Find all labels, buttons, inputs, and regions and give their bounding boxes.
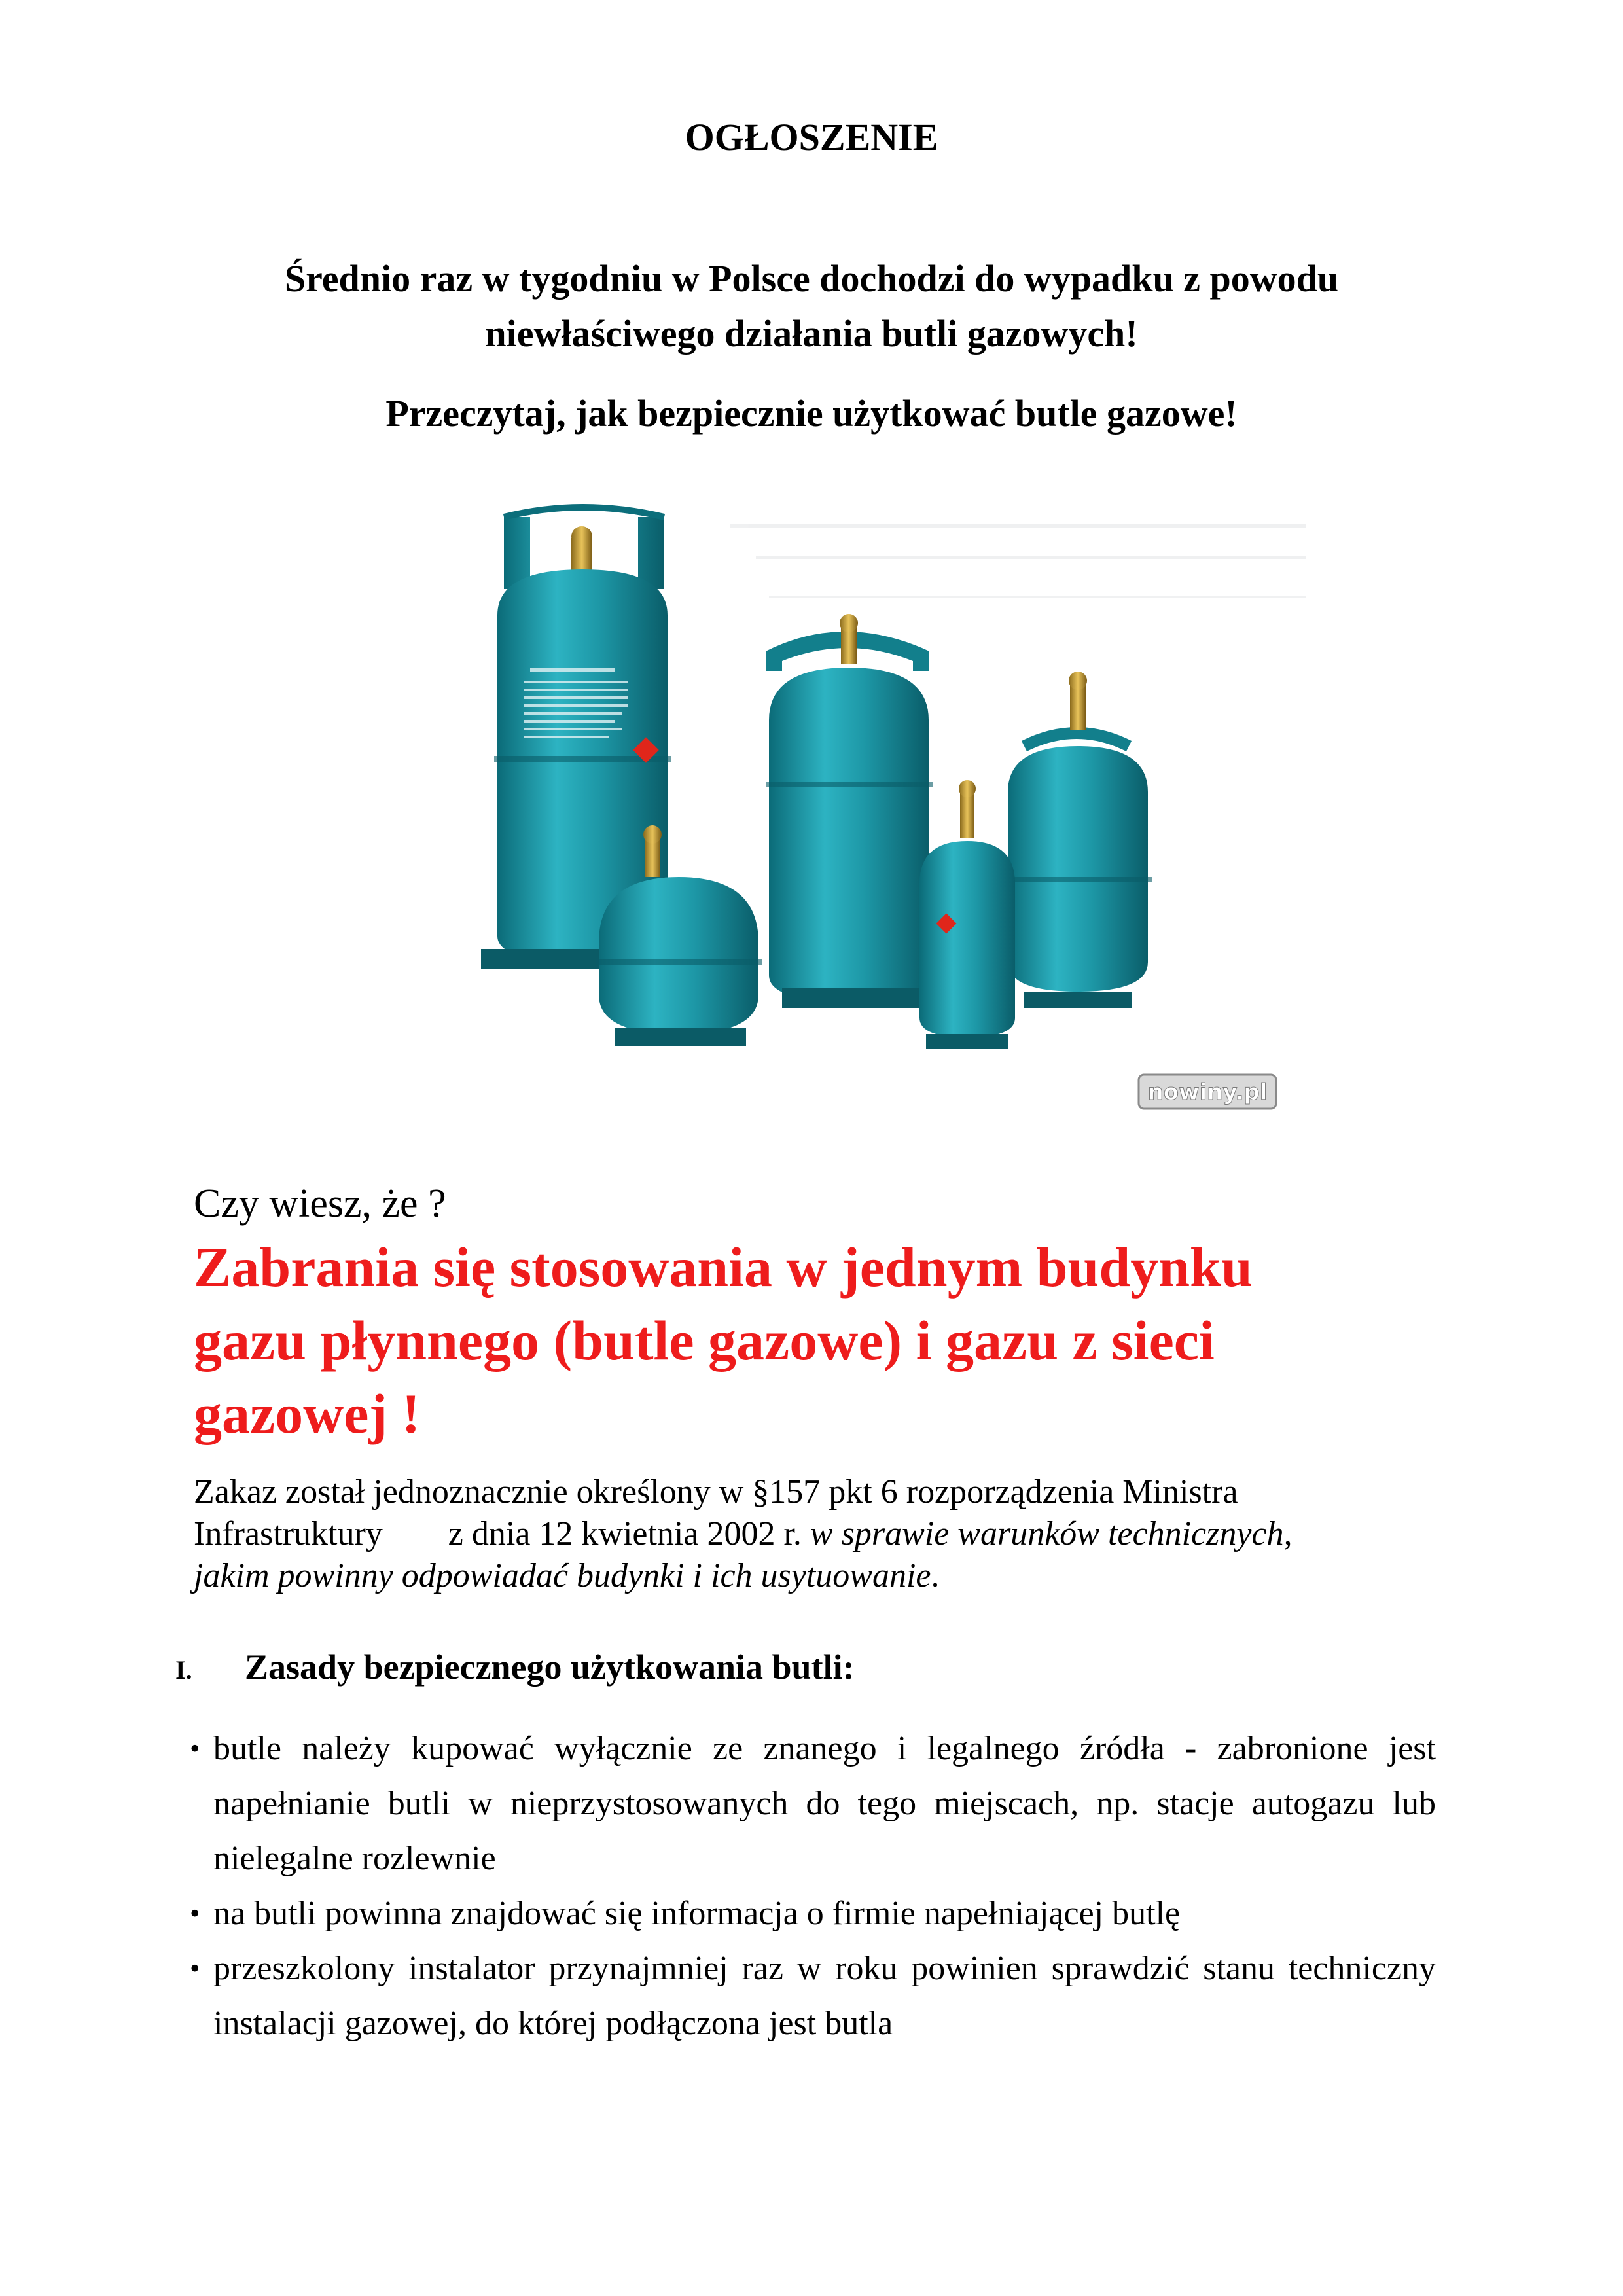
call-to-action: Przeczytaj, jak bezpiecznie użytkować butle gazowe! bbox=[385, 392, 1238, 435]
legal-line-1: Zakaz został jednoznacznie określony w §157 pkt 6 rozporządzenia Ministra bbox=[194, 1473, 1238, 1511]
warning-line-2: gazu płynnego (butle gazowe) i gazu z sieci bbox=[194, 1309, 1215, 1372]
list-item bbox=[190, 1721, 1436, 1886]
list-item-text: butle należy kupować wyłącznie ze znanego i legalnego źródła - zabronione jest napełnianie butli w nieprzystosowanych do tego miejscach, np. stacje autogazu lub nielegalne rozlewnie bbox=[213, 1730, 1436, 1877]
headline-line-2: niewłaściwego działania butli gazowych! bbox=[485, 312, 1138, 355]
list-item bbox=[190, 1941, 1436, 2051]
headline-line-1: Średnio raz w tygodniu w Polsce dochodzi do wypadku z powodu bbox=[284, 257, 1339, 300]
bullet-icon: • bbox=[190, 1952, 200, 1984]
legal-line-2 bbox=[194, 1513, 1435, 1555]
question: Czy wiesz, że ? bbox=[194, 1181, 446, 1226]
headline bbox=[157, 251, 1466, 361]
legal-line-3-end: . bbox=[931, 1557, 940, 1594]
list-item-text: przeszkolony instalator przynajmniej raz w roku powinien sprawdzić stanu techniczny instalacji gazowej, do której podłączona jest butla bbox=[213, 1950, 1436, 2042]
bullet-icon: • bbox=[190, 1732, 200, 1765]
section-heading-text: Zasady bezpiecznego użytkowania butli bbox=[245, 1647, 843, 1687]
list-item bbox=[190, 1886, 1436, 1941]
warning-line-1: Zabrania się stosowania w jednym budynku bbox=[194, 1236, 1253, 1299]
warning-line-3: gazowej ! bbox=[194, 1382, 421, 1445]
page-title: OGŁOSZENIE bbox=[685, 116, 938, 158]
section-number: I. bbox=[175, 1655, 192, 1685]
legal-line-2-italic: w sprawie warunków technicznych, bbox=[810, 1515, 1293, 1552]
svg-text:nowiny.pl: nowiny.pl bbox=[1147, 1079, 1268, 1105]
legal-reference bbox=[194, 1471, 1435, 1597]
watermark bbox=[1139, 1075, 1276, 1109]
rules-list bbox=[190, 1721, 1436, 2051]
bullet-icon: • bbox=[190, 1897, 200, 1929]
list-item-text: na butli powinna znajdować się informacja o firmie napełniającej butlę bbox=[213, 1895, 1181, 1932]
legal-line-3 bbox=[194, 1555, 1435, 1597]
section-heading bbox=[175, 1647, 1419, 1687]
gas-cylinders-photo bbox=[363, 497, 1309, 1126]
section-heading-colon: : bbox=[842, 1647, 855, 1687]
legal-line-2-b: z dnia 12 kwietnia 2002 r. bbox=[448, 1515, 802, 1552]
warning bbox=[194, 1230, 1437, 1450]
legal-line-2-a: Infrastruktury bbox=[194, 1515, 383, 1552]
legal-line-3-italic: jakim powinny odpowiadać budynki i ich usytuowanie bbox=[194, 1557, 931, 1594]
